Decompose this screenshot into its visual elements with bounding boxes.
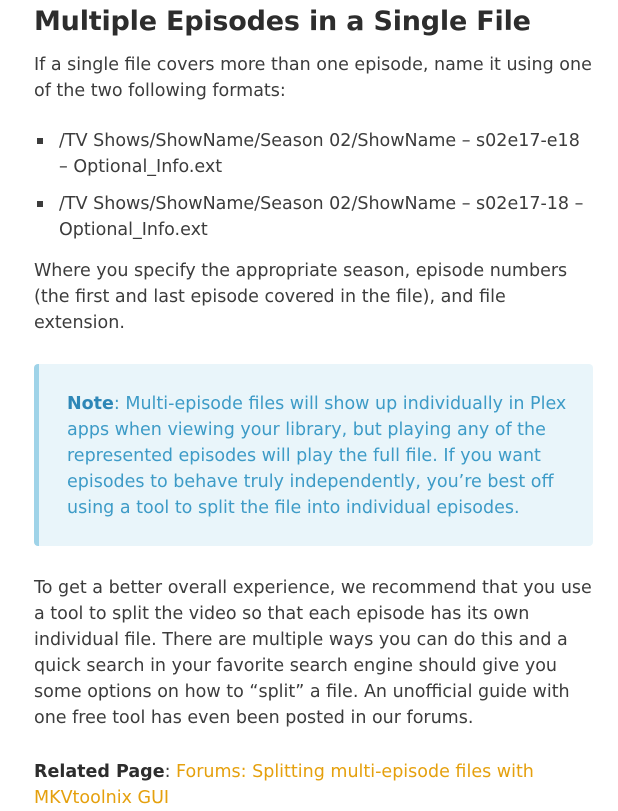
note-text: : Multi-episode files will show up individually in Plex apps when viewing your library, but playing any of the represented episodes will play the full file. If you want episodes to behave truly independently, you’re best off using a tool to split the file into individual episodes. <box>67 394 567 518</box>
intro-paragraph: If a single file covers more than one episode, name it using one of the two following formats: <box>34 55 592 101</box>
related-page-link[interactable]: Forums: Splitting multi-episode files with MKVtoolnix GUI <box>34 762 534 808</box>
recommendation-paragraph: To get a better overall experience, we recommend that you use a tool to split the video so that each episode has its own individual file. There are multiple ways you can do this and a quick search in your favorite search engine should give you some options on how to “split” a file. An unofficial guide with one free tool has even been posted in our forums. <box>34 578 592 728</box>
related-separator: : <box>164 762 177 782</box>
format-text: /TV Shows/ShowName/Season 02/ShowName – s02e17-e18 – Optional_Info.ext <box>59 131 580 177</box>
format-list <box>34 128 593 243</box>
related-page-label: Related Page <box>34 762 165 782</box>
section-heading: Multiple Episodes in a Single File <box>34 6 531 37</box>
explanation-paragraph: Where you specify the appropriate season, episode numbers (the first and last episode covered in the file), and file extension. <box>34 261 568 333</box>
list-item <box>34 128 593 180</box>
list-item <box>34 191 593 243</box>
square-bullet-icon <box>37 201 43 207</box>
format-text: /TV Shows/ShowName/Season 02/ShowName – s02e17-18 – Optional_Info.ext <box>59 194 584 240</box>
related-page <box>34 759 593 811</box>
square-bullet-icon <box>37 138 43 144</box>
note-label: Note <box>67 394 114 414</box>
note-callout <box>34 364 593 546</box>
